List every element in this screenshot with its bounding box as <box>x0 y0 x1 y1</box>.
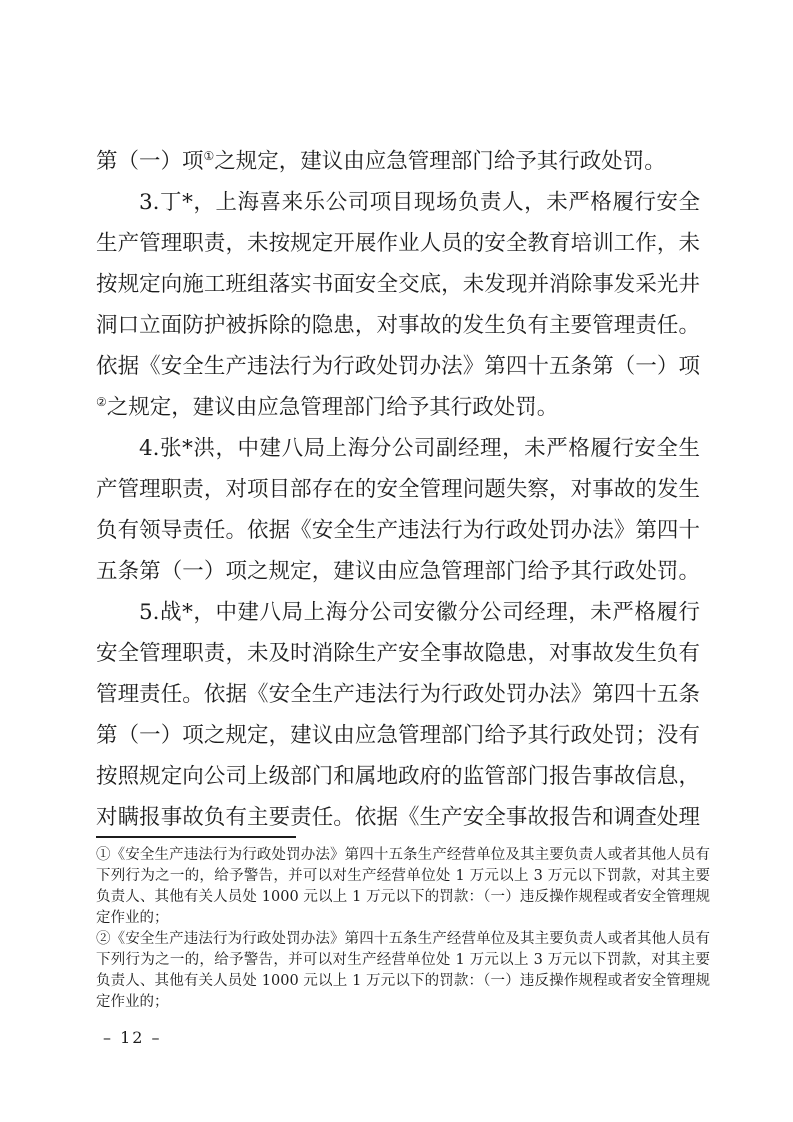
footnote-ref-2: ② <box>96 395 107 409</box>
footnote-separator-rule <box>96 836 296 838</box>
document-body-text <box>96 141 700 838</box>
footnote-1 <box>96 845 710 929</box>
footnote-2-text: 《安全生产违法行为行政处罚办法》第四十五条生产经营单位及其主要负责人或者其他人员有下列行为之一的，给予警告，并可以对生产经营单位处 1 万元以上 3 万元以下罚款，对其主要负责人、其他有关人员处 1000 元以上 1 万元以下的罚款：（一）违反操作规程或者安全管理规定作业的； <box>96 931 710 1010</box>
footnote-2 <box>96 929 710 1013</box>
body-line-text: 依据《安全生产违法行为行政处罚办法》第四十五条第（一）项 <box>96 354 700 379</box>
body-line <box>96 428 700 469</box>
body-line <box>96 469 700 510</box>
body-line <box>96 223 700 264</box>
body-line-text: 第（一）项之规定，建议由应急管理部门给予其行政处罚；没有 <box>96 723 700 748</box>
footnote-2-marker: ② <box>96 931 111 947</box>
body-line <box>96 264 700 305</box>
body-line-text: 第（一）项 <box>96 149 204 174</box>
body-line-text: 5.战*，中建八局上海分公司安徽分公司经理，未严格履行 <box>139 600 700 625</box>
body-line-text: 洞口立面防护被拆除的隐患，对事故的发生负有主要管理责任。 <box>96 313 700 338</box>
body-line-text: 4.张*洪，中建八局上海分公司副经理，未严格履行安全生 <box>139 436 700 461</box>
body-line <box>96 551 700 592</box>
body-line <box>96 633 700 674</box>
body-line-text: 对瞒报事故负有主要责任。依据《生产安全事故报告和调查处理 <box>96 805 700 830</box>
body-line-text: 五条第（一）项之规定，建议由应急管理部门给予其行政处罚。 <box>96 559 700 584</box>
body-line <box>96 510 700 551</box>
body-line <box>96 592 700 633</box>
body-line-text: 生产管理职责，未按规定开展作业人员的安全教育培训工作，未 <box>96 231 700 256</box>
page-number: – 12 – <box>103 1028 162 1047</box>
footnote-ref-1: ① <box>203 149 215 163</box>
body-line-text: 之规定，建议由应急管理部门给予其行政处罚。 <box>106 395 559 420</box>
footnote-1-text: 《安全生产违法行为行政处罚办法》第四十五条生产经营单位及其主要负责人或者其他人员有下列行为之一的，给予警告，并可以对生产经营单位处 1 万元以上 3 万元以下罚款，对其主要负责人、其他有关人员处 1000 元以上 1 万元以下的罚款：（一）违反操作规程或者安全管理规定作业的； <box>96 847 710 926</box>
body-line-text: 负有领导责任。依据《安全生产违法行为行政处罚办法》第四十 <box>96 518 700 543</box>
footnote-1-marker: ① <box>96 847 111 863</box>
body-line <box>96 141 700 182</box>
body-line-text: 之规定，建议由应急管理部门给予其行政处罚。 <box>214 149 666 174</box>
body-line <box>96 715 700 756</box>
body-line-text: 安全管理职责，未及时消除生产安全事故隐患，对事故发生负有 <box>96 641 700 666</box>
body-line-text: 3.丁*，上海喜来乐公司项目现场负责人，未严格履行安全 <box>139 190 700 215</box>
body-line-text: 按照规定向公司上级部门和属地政府的监管部门报告事故信息， <box>96 764 700 789</box>
footnotes-section <box>96 845 710 1013</box>
body-line-text: 产管理职责，对项目部存在的安全管理问题失察，对事故的发生 <box>96 477 700 502</box>
body-line <box>96 182 700 223</box>
body-line-text: 管理责任。依据《安全生产违法行为行政处罚办法》第四十五条 <box>96 682 700 707</box>
body-line <box>96 756 700 797</box>
body-line-text: 按规定向施工班组落实书面安全交底，未发现并消除事发采光井 <box>96 272 700 297</box>
body-line <box>96 305 700 346</box>
body-line <box>96 346 700 387</box>
body-line <box>96 387 700 428</box>
body-line <box>96 674 700 715</box>
body-line <box>96 797 700 838</box>
